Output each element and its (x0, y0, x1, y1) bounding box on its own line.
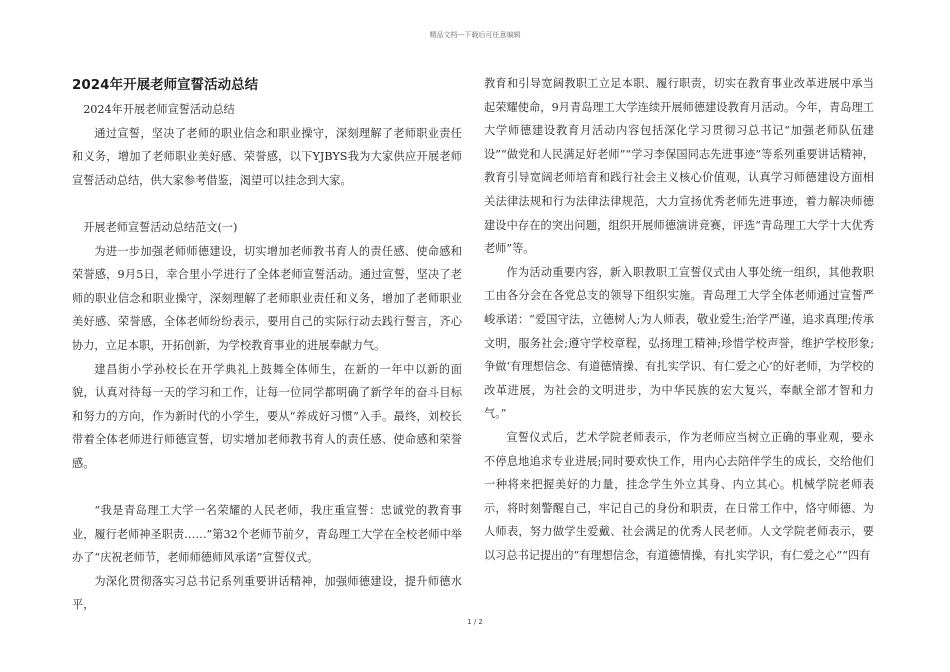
document-title: 2024年开展老师宣誓活动总结 (72, 77, 259, 93)
body-paragraph: 宣誓仪式后，艺术学院老师表示，作为老师应当树立正确的事业观，要永不停息地追求专业进展;同时要欢快工作，用内心去陪伴学生的成长，交给他们一种将来把握美好的力量，挂念学生外立其身、内立其心。机械学院老师表示，将时刻警醒自己，牢记自己的身份和职责，在日常工作中，恪守师德、为人师表，努力做学生爱戴、社会满足的优秀人民老师。人文学院老师表示，要以习总书记提出的“有理想信念，有道德情操，有扎实学识，有仁爱之心”“四有 (484, 430, 874, 562)
left-column (72, 72, 462, 617)
page-number: 1 / 2 (467, 618, 483, 626)
body-paragraph: 为深化贯彻落实习总书记系列重要讲话精神，加强师德建设，提升师德水平， (72, 574, 462, 612)
right-column (484, 72, 874, 567)
body-paragraph: 建昌街小学孙校长在开学典礼上鼓舞全体师生，在新的一年中以新的面貌，认真对待每一天的学习和工作，让每一位同学都明确了新学年的奋斗目标和努力的方向，作为新时代的小学生，要从“养成好习惯”入手。最终，刘校长带着全体老师进行师德宣誓，切实增加老师教书育人的责任感、使命感和荣誉感。 (72, 362, 462, 470)
body-paragraph: “我是青岛理工大学一名荣耀的人民老师，我庄重宣誓：忠诚党的教育事业，履行老师神圣职责……”第32个老师节前夕，青岛理工大学在全校老师中举办了“庆祝老师节，老师师德师风承诺”宣誓仪式。 (72, 504, 462, 565)
document-subtitle: 2024年开展老师宣誓活动总结 (83, 103, 235, 116)
intro-paragraph: 通过宣誓，坚决了老师的职业信念和职业操守，深刻理解了老师职业责任和义务，增加了老师职业美好感、荣誉感，以下YJBYS我为大家供应开展老师宣誓活动总结，供大家参考借鉴，渴望可以挂念到大家。 (72, 126, 462, 187)
blank-line (72, 476, 462, 500)
body-paragraph: 为进一步加强老师师德建设，切实增加老师教书育人的责任感、使命感和荣誉感，9月5日，幸合里小学进行了全体老师宣誓活动。通过宣誓，坚决了老师的职业信念和职业操守，深刻理解了老师职业责任和义务，增加了老师职业美好感、荣誉感，全体老师纷纷表示，要用自己的实际行动去践行誓言，齐心协力，立足本职，开拓创新，为学校教育事业的进展奉献力气。 (72, 244, 462, 352)
body-paragraph: 作为活动重要内容，新入职教职工宣誓仪式由人事处统一组织，其他教职工由各分会在各党总支的领导下组织实施。青岛理工大学全体老师通过宣誓严峻承诺：“爱国守法，立德树人;为人师表，敬业爱生;治学严谨，追求真理;传承文明，服务社会;遵守学校章程，弘扬理工精神;珍惜学校声誉，维护学校形象;争做‘有理想信念、有道德情操、有扎实学识、有仁爱之心’的好老师，为学校的改革进展，为社会的文明进步，为中华民族的宏大复兴，奉献全部才智和力气。” (484, 265, 874, 421)
page-header: 精品文档---下载后可任意编辑 (429, 31, 521, 39)
body-paragraph: 教育和引导宽阔教职工立足本职、履行职责，切实在教育事业改革进展中承当起荣耀使命，9月青岛理工大学连续开展师德建设教育月活动。今年，青岛理工大学师德建设教育月活动内容包括深化学习贯彻习总书记“加强老师队伍建设”“做党和人民满足好老师”“学习李保国同志先进事迹”等系列重要讲话精神，教育引导宽阔老师培育和践行社会主义核心价值观，认真学习师德建设方面相关法律法规和行为法律法律规范，大力宣扬优秀老师先进事迹，着力解决师德建设中存在的突出问题，组织开展师德演讲竞赛，评选“青岛理工大学十大优秀老师”等。 (484, 77, 874, 256)
blank-line (72, 192, 462, 216)
section-title: 开展老师宣誓活动总结范文(一) (83, 220, 238, 234)
